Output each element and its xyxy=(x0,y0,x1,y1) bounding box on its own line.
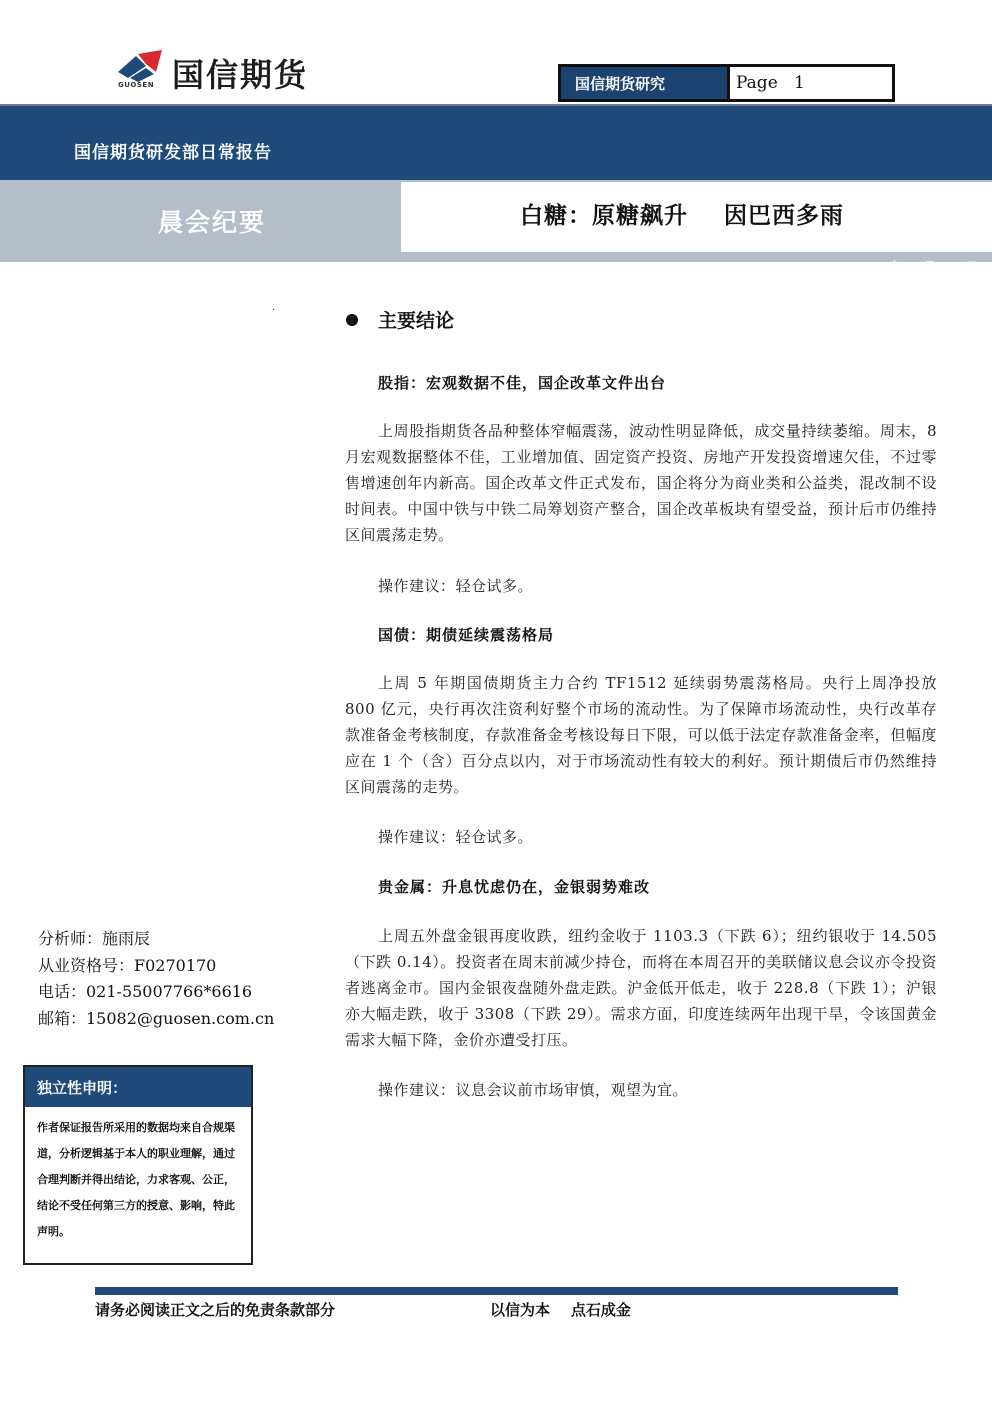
section-advice-stock-index: 操作建议：轻仓试多。 xyxy=(378,577,534,595)
footer-disclaimer: 请务必阅读正文之后的免责条款部分 xyxy=(95,1301,336,1319)
statement-body: 作者保证报告所采用的数据均来自合规渠道，分析逻辑基于本人的职业理解，通过合理判断并得出结论，力求客观、公正，结论不受任何第三方的授意、影响，特此声明。 xyxy=(37,1121,235,1238)
analyst-phone: 电话：021-55007766*6616 xyxy=(38,982,253,1001)
main-heading-text: 主要结论 xyxy=(378,310,455,332)
independence-statement xyxy=(23,1065,253,1265)
stray-dot: . xyxy=(272,302,276,313)
section-advice-treasury: 操作建议：轻仓试多。 xyxy=(378,828,534,846)
logo-sub: GUOSEN xyxy=(118,81,155,89)
footer-motto: 以信为本 点石成金 xyxy=(490,1301,631,1319)
section-body-stock-index: 上周股指期货各品种整体窄幅震荡，波动性明显降低，成交量持续萎缩。周末，8 月宏观数据整体不佳，工业增加值、固定资产投资、房地产开发投资增速欠佳，不过零售增速创年内新高。国企改革文件正式发布，国企将分为商业类和公益类，混改制不设时间表。中国中铁与中铁二局筹划资产整合，国企改革板块有望受益，预计后市仍维持区间震荡走势。 xyxy=(345,422,937,544)
report-title: 白糖：原糖飙升 因巴西多雨 xyxy=(520,202,845,229)
page-box xyxy=(558,64,895,102)
analyst-email[interactable]: 邮箱：15082@guosen.com.cn xyxy=(38,1008,275,1028)
department-report-title: 国信期货研发部日常报告 xyxy=(74,143,272,163)
main-heading xyxy=(346,306,454,333)
page-number: Page 1 xyxy=(727,67,892,99)
logo-name: 国信期货 xyxy=(172,56,309,94)
section-heading-treasury: 国债：期债延续震荡格局 xyxy=(378,626,555,644)
statement-title: 独立性申明： xyxy=(25,1067,251,1107)
section-title: 晨会纪要 xyxy=(158,208,267,237)
section-heading-precious-metals: 贵金属：升息忧虑仍在，金银弱势难改 xyxy=(378,878,651,896)
footer-divider xyxy=(95,1287,898,1295)
analyst-info xyxy=(38,926,274,1032)
analyst-name: 分析师：施雨辰 xyxy=(38,929,151,948)
section-body-precious-metals: 上周五外盘金银再度收跌，纽约金收于 1103.3（下跌 6）；纽约银收于 14.505（下跌 0.14）。投资者在周末前减少持仓，而将在本周召开的美联储议息会议亦令投资者逃离金市。国内金银夜盘随外盘走跌。沪金低开低走，收于 228.8（下跌 1）；沪银亦大幅走跌，收于 3308（下跌 29）。需求方面，印度连续两年出现干旱，令该国黄金需求大幅下降，金价亦遭受打压。 xyxy=(345,927,937,1049)
section-body-treasury: 上周 5 年期国债期货主力合约 TF1512 延续弱势震荡格局。央行上周净投放 800 亿元，央行再次注资利好整个市场的流动性。为了保障市场流动性，央行改革存款准备金考核制度，存款准备金考核设每日下限，可以低于法定存款准备金率，但幅度应在 1 个（含）百分点以内，对于市场流动性有较大的利好。预计期债后市仍然维持区间震荡的走势。 xyxy=(345,674,937,796)
research-label: 国信期货研究 xyxy=(561,67,727,99)
report-date: 2015 年 9 月 14 日 xyxy=(848,260,979,274)
section-advice-precious-metals: 操作建议：议息会议前市场审慎，观望为宜。 xyxy=(378,1081,689,1099)
section-heading-stock-index: 股指：宏观数据不佳，国企改革文件出台 xyxy=(378,374,667,392)
company-logo xyxy=(116,48,356,92)
bullet-icon xyxy=(346,314,358,326)
analyst-license: 从业资格号：F0270170 xyxy=(38,955,217,975)
